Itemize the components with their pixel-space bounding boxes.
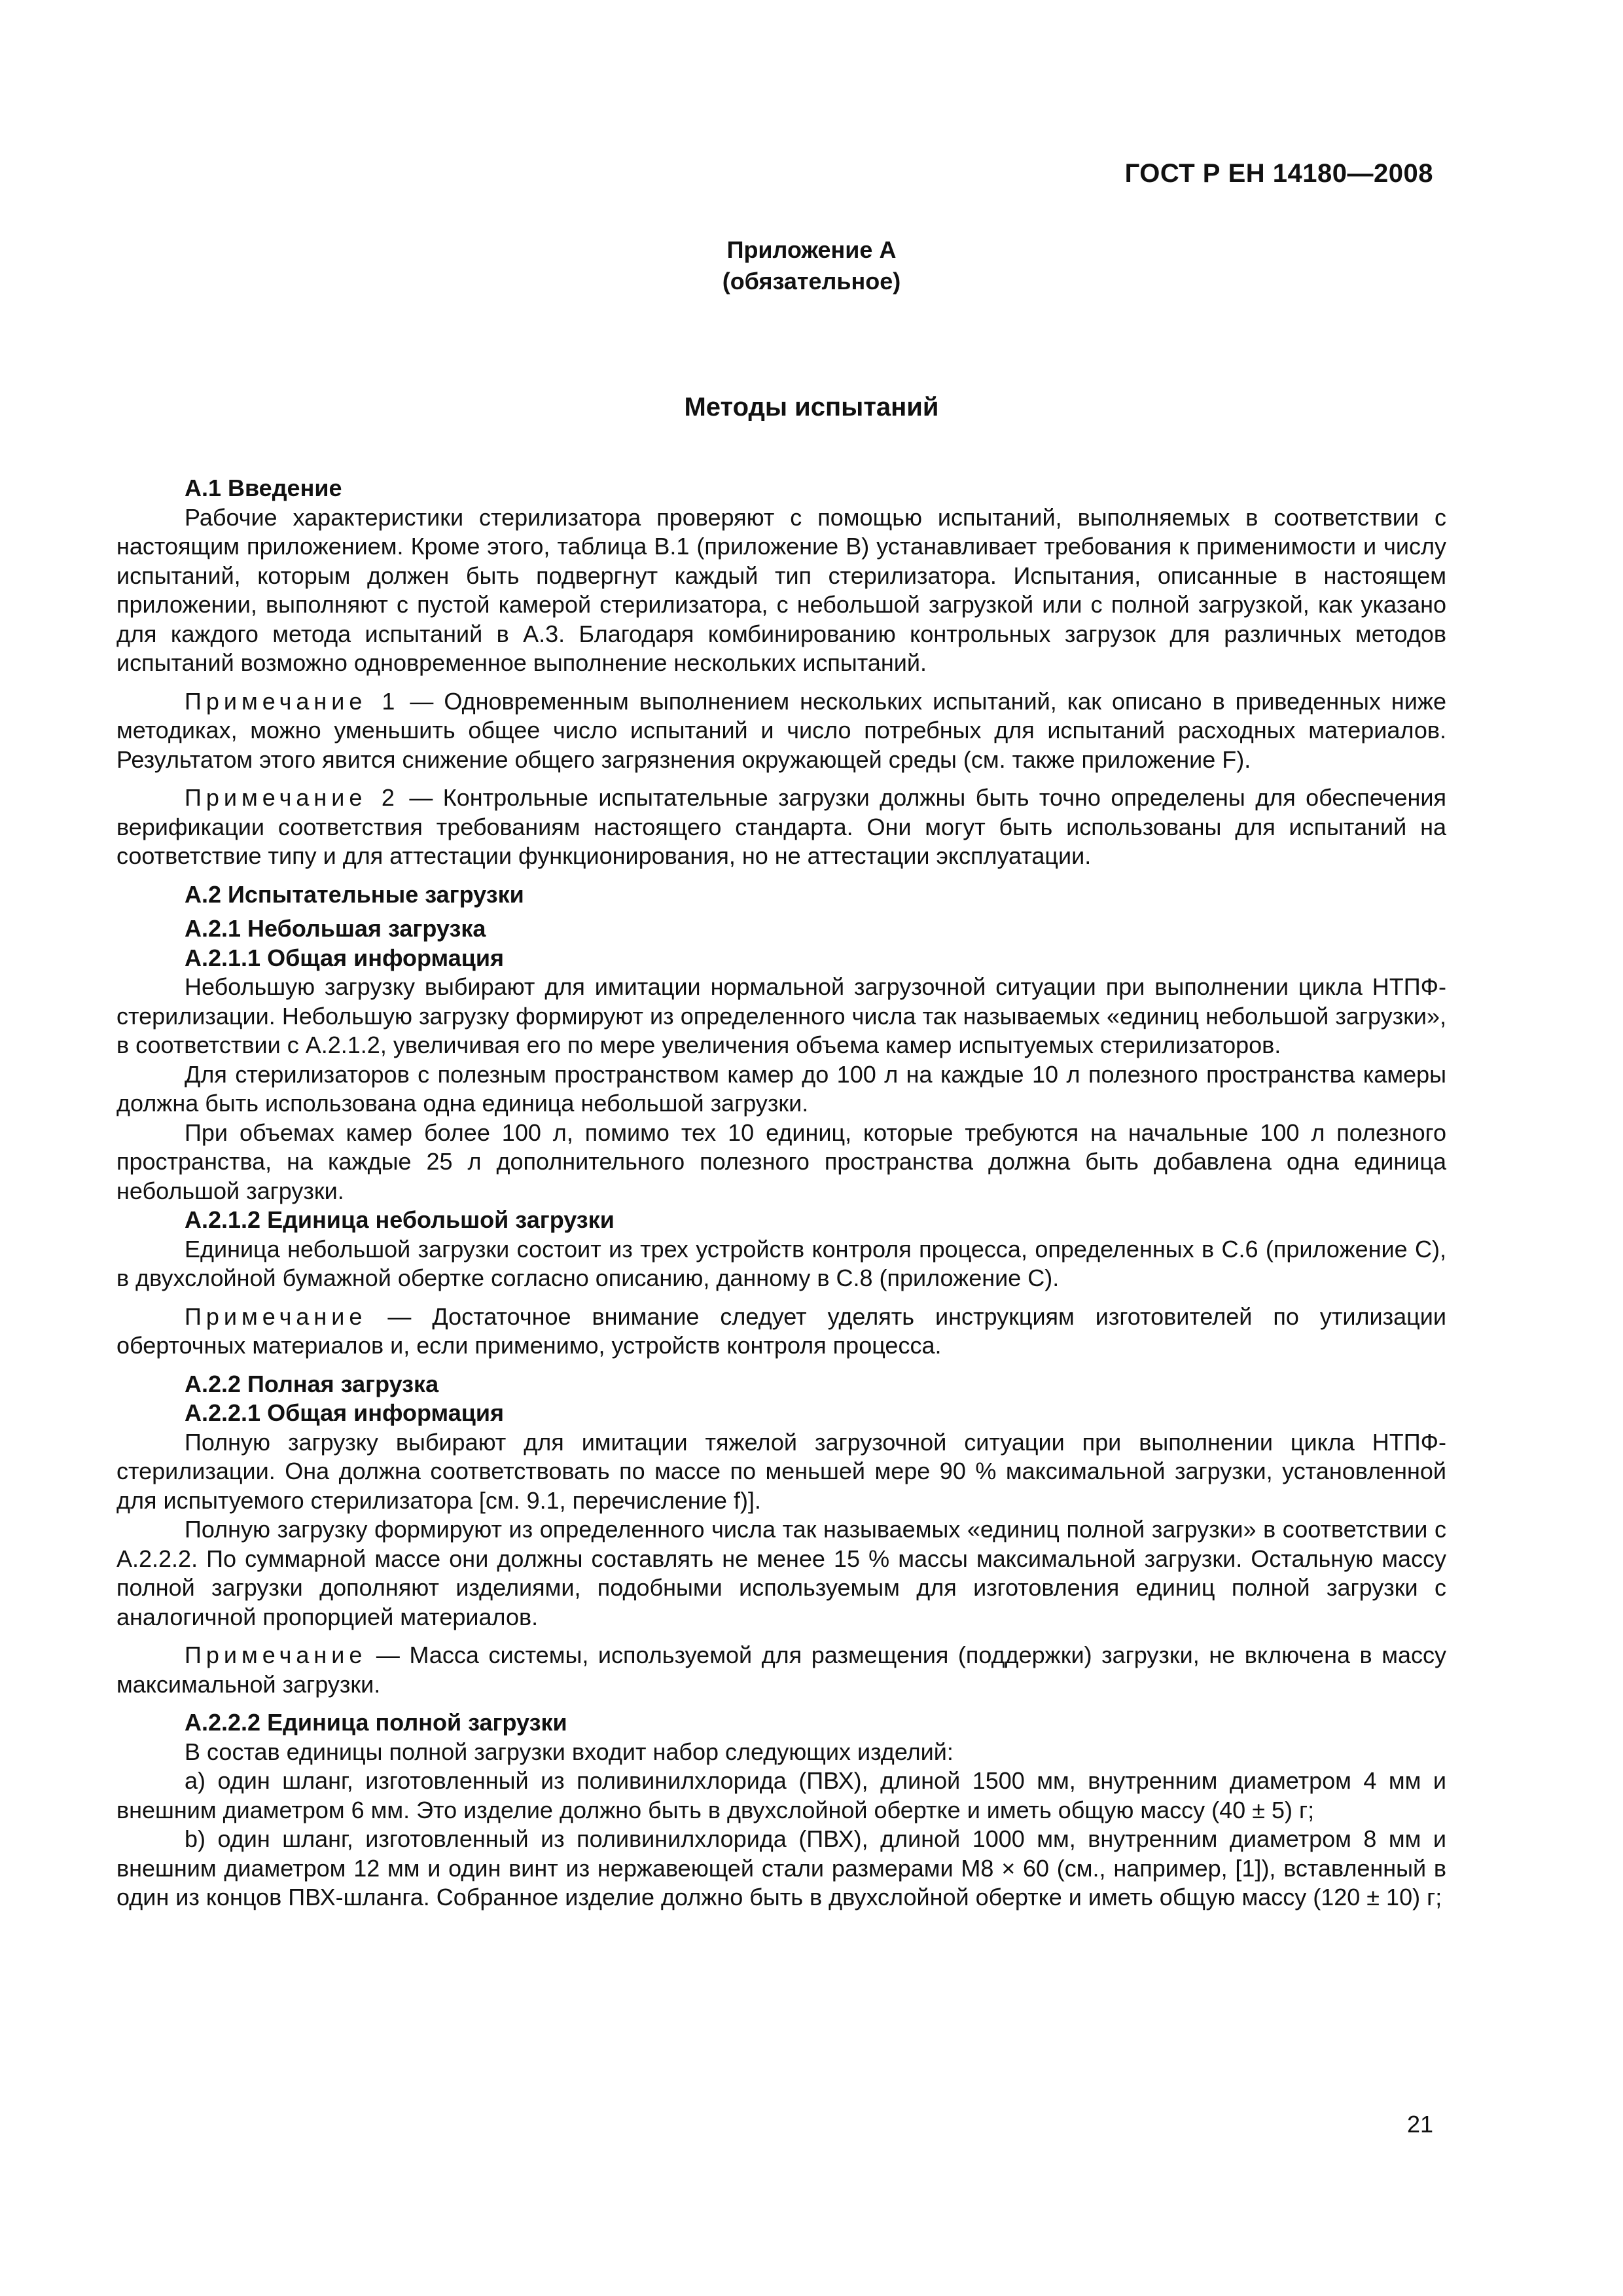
note	[116, 783, 1446, 871]
list-item: a) один шланг, изготовленный из поливинилхлорида (ПВХ), длиной 1500 мм, внутренним диаметром 4 мм и внешним диаметром 6 мм. Это изделие должно быть в двухслойной обертке и иметь общую массу (40 ± 5) г;	[116, 1767, 1446, 1823]
appendix-label: Приложение А	[726, 236, 897, 263]
list-item: b) один шланг, изготовленный из поливинилхлорида (ПВХ), длиной 1000 мм, внутренним диаметром 8 мм и внешним диаметром 12 мм и один винт из нержавеющей стали размерами М8 × 60 (см., например, [1]), вставленный в один из концов ПВХ-шланга. Собранное изделие должно быть в двухслойной обертке и иметь общую массу (120 ± 10) г;	[116, 1825, 1446, 1910]
note-text: — Достаточное внимание следует уделять инструкциям изготовителей по утилизации оберточных материалов и, если применимо, устройств контроля процесса.	[116, 1302, 1446, 1359]
note	[116, 1302, 1446, 1361]
note	[116, 687, 1446, 775]
standard-designation: ГОСТ Р ЕН 14180—2008	[1124, 159, 1433, 188]
page-number: 21	[1406, 2111, 1433, 2138]
document-body	[116, 474, 1446, 1912]
note-text: — Контрольные испытательные загрузки должны быть точно определены для обеспечения верификации соответствия требованиям настоящего стандарта. Они могут быть использованы для испытаний на соответствие типу и для аттестации функционирования, но не аттестации эксплуатации.	[116, 784, 1446, 869]
section-heading-a2: А.2 Испытательные загрузки	[185, 880, 524, 908]
note-label: Примечание	[185, 1302, 367, 1330]
paragraph: При объемах камер более 100 л, помимо тех 10 единиц, которые требуются на начальные 100 л полезного пространства, на каждые 25 л дополнительного полезного пространства должна быть добавлена одна единица небольшой загрузки.	[116, 1119, 1446, 1204]
paragraph: Рабочие характеристики стерилизатора проверяют с помощью испытаний, выполняемых в соответствии с настоящим приложением. Кроме этого, таблица В.1 (приложение В) устанавливает требования к применимости и числу испытаний, которым должен быть подвергнут каждый тип стерилизатора. Испытания, описанные в настоящем приложении, выполняют с пустой камерой стерилизатора, с небольшой загрузкой или с полной загрузкой, как указано для каждого метода испытаний в А.3. Благодаря комбинированию контрольных загрузок для различных методов испытаний возможно одновременное выполнение нескольких испытаний.	[116, 503, 1446, 676]
paragraph: В состав единицы полной загрузки входит набор следующих изделий:	[185, 1738, 954, 1765]
appendix-title: Методы испытаний	[684, 393, 939, 422]
section-heading-a222: А.2.2.2 Единица полной загрузки	[185, 1709, 567, 1736]
section-heading-a211: А.2.1.1 Общая информация	[185, 944, 505, 971]
note	[116, 1641, 1446, 1699]
note-label: Примечание	[185, 1641, 367, 1668]
note-label: Примечание 1	[185, 687, 400, 715]
section-heading-a1: А.1 Введение	[185, 475, 342, 501]
paragraph: Полную загрузку выбирают для имитации тяжелой загрузочной ситуации при выполнении цикла НТПФ-стерилизации. Она должна соответствовать по массе по меньшей мере 90 % максимальной загрузки, установленной для испытуемого стерилизатора [см. 9.1, перечисление f)].	[116, 1428, 1446, 1514]
note-label: Примечание 2	[185, 784, 399, 811]
note-text: — Одновременным выполнением нескольких испытаний, как описано в приведенных ниже методиках, можно уменьшить общее число испытаний и число потребных для испытаний расходных материалов. Результатом этого явится снижение общего загрязнения окружающей среды (см. также приложение F).	[116, 687, 1446, 773]
paragraph: Для стерилизаторов с полезным пространством камер до 100 л на каждые 10 л полезного пространства камеры должна быть использована одна единица небольшой загрузки.	[116, 1060, 1446, 1117]
section-heading-a212: А.2.1.2 Единица небольшой загрузки	[185, 1206, 615, 1233]
section-heading-a21: А.2.1 Небольшая загрузка	[185, 915, 486, 942]
paragraph: Небольшую загрузку выбирают для имитации нормальной загрузочной ситуации при выполнении цикла НТПФ-стерилизации. Небольшую загрузку формируют из определенного числа так называемых «единиц небольшой загрузки», в соответствии с А.2.1.2, увеличивая его по мере увеличения объема камер испытуемых стерилизаторов.	[116, 973, 1446, 1058]
section-heading-a221: А.2.2.1 Общая информация	[185, 1399, 505, 1426]
note-text: — Масса системы, используемой для размещения (поддержки) загрузки, не включена в массу максимальной загрузки.	[116, 1641, 1446, 1698]
appendix-status: (обязательное)	[722, 268, 901, 295]
paragraph: Полную загрузку формируют из определенного числа так называемых «единиц полной загрузки» в соответствии с А.2.2.2. По суммарной массе они должны составлять не менее 15 % массы максимальной загрузки. Остальную массу полной загрузки дополняют изделиями, подобными используемым для изготовления единиц полной загрузки с аналогичной пропорцией материалов.	[116, 1516, 1446, 1630]
paragraph: Единица небольшой загрузки состоит из трех устройств контроля процесса, определенных в С.6 (приложение С), в двухслойной бумажной обертке согласно описанию, данному в С.8 (приложение С).	[116, 1235, 1446, 1291]
appendix-heading	[0, 234, 1623, 297]
section-heading-a22: А.2.2 Полная загрузка	[185, 1370, 439, 1397]
